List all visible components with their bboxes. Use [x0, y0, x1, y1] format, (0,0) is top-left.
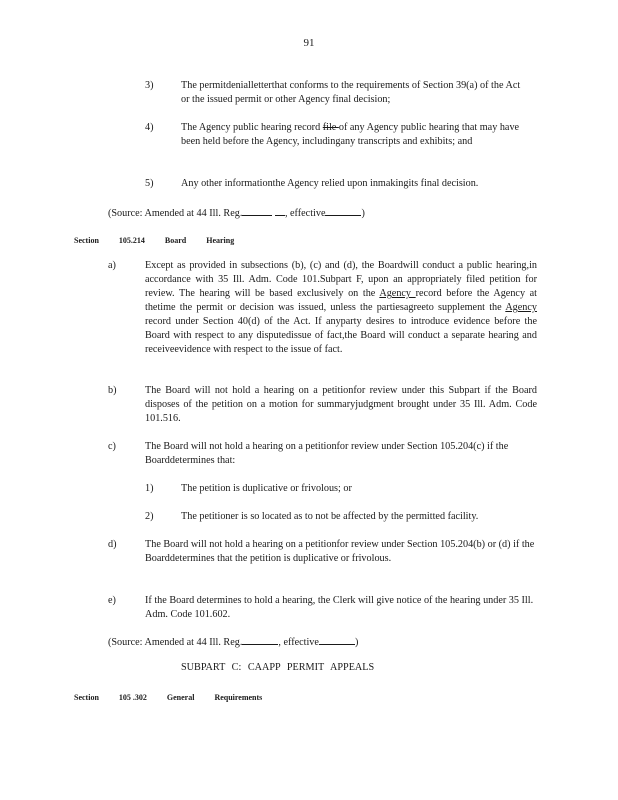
- para-d-label: d): [108, 539, 117, 550]
- reg-blank-3: [242, 634, 278, 645]
- section-id-2: 105 .302: [118, 693, 147, 702]
- section-title-4: Requirements: [214, 693, 263, 702]
- para-c-label: c): [108, 441, 116, 452]
- effective-blank-2: [319, 634, 355, 645]
- item-4-text-before: The Agency public hearing record: [181, 122, 323, 133]
- para-c1-text: The petition is duplicative or frivolous; or: [181, 483, 352, 494]
- para-a-part-2: record before the Agency at thetime the permit or decision was issued, unless the partiesagreeto supplement the: [145, 288, 537, 313]
- para-e-text: If the Board determines to hold a hearing, the Clerk will give notice of the hearing under 35 Ill. Adm. Code 101.602.: [145, 595, 534, 620]
- item-3-label: 3): [145, 80, 154, 91]
- page-number: 91: [303, 37, 315, 49]
- source-note-1-prefix: (Source: Amended at 44 Ill. Reg.: [108, 208, 243, 219]
- para-c-text: The Board will not hold a hearing on a petitionfor review under Section 105.204(c) if the Boarddetermines that:: [145, 441, 509, 466]
- effective-blank: [325, 205, 361, 216]
- item-4-label: 4): [145, 122, 154, 133]
- item-5-label: 5): [145, 178, 154, 189]
- item-4-text-after: of any Agency public hearing that may have been held before the Agency, includingany transcripts and exhibits; and: [181, 122, 520, 147]
- para-c2-label: 2): [145, 511, 154, 522]
- para-a-label: a): [108, 260, 116, 271]
- reg-blank: [242, 205, 272, 216]
- section-id: 105.214: [118, 236, 145, 245]
- source-note-2-end: ): [354, 637, 359, 648]
- reg-blank-2: [275, 205, 285, 216]
- source-note-2-prefix: (Source: Amended at 44 Ill. Reg.: [108, 637, 243, 648]
- source-note-2: [108, 634, 358, 648]
- source-note-1-end: ): [361, 208, 365, 219]
- section-heading-214: [74, 236, 254, 245]
- section-heading-302: [74, 693, 282, 702]
- item-4-strikethrough: file: [322, 122, 339, 133]
- para-c2-text: The petitioner is so located as to not be affected by the permitted facility.: [181, 511, 479, 522]
- para-a-part-3: record under Section 40(d) of the Act. If anyparty desires to introduce evidence before the Board with respect to any disputedissue of fact,the Board will conduct a separate hearing and receiveevidence with respect to the issue of fact.: [145, 316, 537, 355]
- section-word: Section: [74, 236, 99, 245]
- para-a-text: [145, 259, 537, 357]
- subpart-heading: SUBPART C: CAAPP PERMIT APPEALS: [181, 662, 375, 673]
- section-word-2: Section: [74, 693, 99, 702]
- source-note-1-mid: , effective: [284, 208, 326, 219]
- para-c1-label: 1): [145, 483, 154, 494]
- item-3-text: The permitdenialletterthat conforms to the requirements of Section 39(a) of the Act or the issued permit or other Agency final decision;: [181, 80, 521, 105]
- source-note-1: [108, 205, 365, 219]
- section-title-2: Hearing: [206, 236, 235, 245]
- para-a-underline-1: Agency: [379, 288, 416, 299]
- para-e-label: e): [108, 595, 116, 606]
- para-b-text: The Board will not hold a hearing on a petitionfor review under this Subpart if the Board disposes of the petition on a motion for summaryjudgment brought under 35 Ill. Adm. Code 101.516.: [145, 385, 537, 424]
- para-a-underline-2: Agency: [505, 302, 537, 313]
- para-a-part-1: Except as provided in subsections (b), (c) and (d), the Boardwill conduct a public hearing,in accordance with 35 Ill. Adm. Code 101.Subpart F, upon an appropriately filed petition for review. The hearing will be based exclusively on the: [145, 260, 537, 299]
- section-title-1: Board: [164, 236, 187, 245]
- para-d-text: The Board will not hold a hearing on a petitionfor review under Section 105.204(b) or (d) if the Boarddetermines that the petition is duplicative or frivolous.: [145, 539, 535, 564]
- para-b-label: b): [108, 385, 117, 396]
- source-note-2-mid: , effective: [278, 637, 319, 648]
- item-5-text: Any other informationthe Agency relied upon inmakingits final decision.: [181, 178, 479, 189]
- section-title-3: General: [166, 693, 195, 702]
- item-4-text: [181, 121, 531, 149]
